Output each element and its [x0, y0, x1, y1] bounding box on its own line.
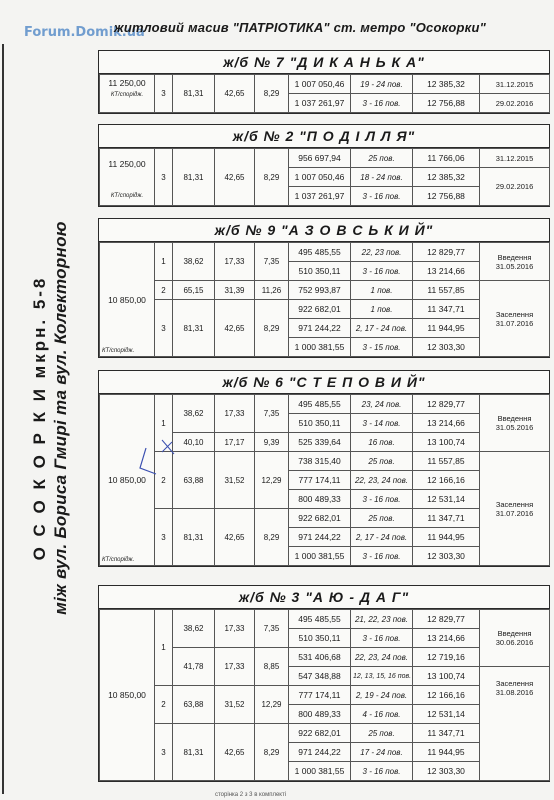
- sqm-price-cell: 12 303,30: [413, 547, 480, 566]
- price-cell: 1 000 381,55: [289, 338, 351, 357]
- living-area-cell: 17,33: [215, 648, 255, 686]
- kitchen-area-cell: 7,35: [255, 610, 289, 648]
- living-area-cell: 17,33: [215, 395, 255, 433]
- price-table: [99, 609, 550, 781]
- price-cell: 922 682,01: [289, 300, 351, 319]
- sqm-price-cell: 11 944,95: [413, 319, 480, 338]
- sqm-price-cell: 12 166,16: [413, 471, 480, 490]
- price-table: [99, 148, 550, 206]
- price-cell: 752 993,87: [289, 281, 351, 300]
- base-price-cell: [100, 75, 155, 113]
- kitchen-area-cell: 8,29: [255, 75, 289, 113]
- block-title: ж/б № 7 "Д И К А Н Ь К А": [99, 51, 549, 74]
- kitchen-area-cell: 12,29: [255, 452, 289, 509]
- total-area-cell: 63,88: [173, 686, 215, 724]
- status-label: Заселення: [495, 309, 534, 319]
- page-title: житловий масив "ПАТРІОТИКА" ст. метро "Осокорки": [114, 20, 486, 35]
- kitchen-area-cell: 8,85: [255, 648, 289, 686]
- living-area-cell: 42,65: [215, 724, 255, 781]
- price-cell: 495 485,55: [289, 610, 351, 629]
- living-area-cell: 42,65: [215, 509, 255, 566]
- floors-cell: 25 пов.: [351, 452, 413, 471]
- rooms-cell: 2: [155, 281, 173, 300]
- date-cell: 29.02.2016: [480, 168, 550, 206]
- date-cell: 31.12.2015: [480, 75, 550, 94]
- total-area-cell: 38,62: [173, 243, 215, 281]
- rooms-cell: 2: [155, 452, 173, 509]
- price-cell: 1 000 381,55: [289, 762, 351, 781]
- base-price: 11 250,00: [108, 159, 146, 169]
- price-cell: 495 485,55: [289, 395, 351, 414]
- rooms-cell: 3: [155, 300, 173, 357]
- living-area-cell: 31,39: [215, 281, 255, 300]
- base-price: 10 850,00: [108, 475, 146, 485]
- kitchen-area-cell: 11,26: [255, 281, 289, 300]
- block-title: ж/б № 2 "П О Д І Л Л Я": [99, 125, 549, 148]
- base-price: 11 250,00: [108, 78, 146, 88]
- table-row: [100, 281, 550, 300]
- sqm-price-cell: 11 347,71: [413, 724, 480, 743]
- base-price-cell: 10 850,00: [100, 610, 155, 781]
- floors-cell: 2, 19 - 24 пов.: [351, 686, 413, 705]
- price-cell: 510 350,11: [289, 414, 351, 433]
- kitchen-area-cell: 8,29: [255, 509, 289, 566]
- floors-cell: 23, 24 пов.: [351, 395, 413, 414]
- building-block-aiu-dah: [98, 585, 550, 782]
- sqm-price-cell: 11 557,85: [413, 452, 480, 471]
- status-label: Заселення: [495, 679, 534, 688]
- floors-cell: 22, 23, 24 пов.: [351, 471, 413, 490]
- price-table: [99, 242, 550, 357]
- floors-cell: 25 пов.: [351, 509, 413, 528]
- price-cell: 800 489,33: [289, 705, 351, 724]
- sqm-price-cell: 13 214,66: [413, 414, 480, 433]
- total-area-cell: 38,62: [173, 395, 215, 433]
- price-cell: 510 350,11: [289, 262, 351, 281]
- status-cell: [480, 243, 550, 281]
- floors-cell: 12, 13, 15, 16 пов.: [351, 667, 413, 686]
- price-cell: 971 244,22: [289, 743, 351, 762]
- floors-cell: 3 - 16 пов.: [351, 187, 413, 206]
- building-block-dykanka: [98, 50, 550, 114]
- total-area-cell: 81,31: [173, 75, 215, 113]
- rooms-cell: 3: [155, 509, 173, 566]
- status-label: Введення: [497, 252, 532, 262]
- living-area-cell: 42,65: [215, 300, 255, 357]
- kitchen-area-cell: 7,35: [255, 243, 289, 281]
- floors-cell: 3 - 16 пов.: [351, 762, 413, 781]
- rooms-cell: 3: [155, 724, 173, 781]
- sqm-price-cell: 11 347,71: [413, 509, 480, 528]
- kt-label: КТ/спорідж.: [110, 193, 144, 199]
- price-cell: 1 007 050,46: [289, 75, 351, 94]
- building-block-azovskyi: [98, 218, 550, 358]
- floors-cell: 18 - 24 пов.: [351, 168, 413, 187]
- kitchen-area-cell: 7,35: [255, 395, 289, 433]
- floors-cell: 22, 23 пов.: [351, 243, 413, 262]
- status-cell: [480, 667, 550, 781]
- price-cell: 800 489,33: [289, 490, 351, 509]
- date-cell: 31.12.2015: [480, 149, 550, 168]
- status-label: Введення: [497, 629, 532, 638]
- living-area-cell: 31,52: [215, 686, 255, 724]
- floors-cell: 25 пов.: [351, 724, 413, 743]
- sqm-price-cell: 12 385,32: [413, 75, 480, 94]
- price-cell: 495 485,55: [289, 243, 351, 262]
- total-area-cell: 41,78: [173, 648, 215, 686]
- price-cell: 956 697,94: [289, 149, 351, 168]
- kitchen-area-cell: 8,29: [255, 149, 289, 206]
- side-caption-line2: між вул. Бориса Гмирі та вул. Колекторною: [51, 221, 70, 615]
- status-date: 31.08.2016: [495, 688, 534, 697]
- kitchen-area-cell: 8,29: [255, 300, 289, 357]
- status-date: 31.07.2016: [495, 318, 534, 328]
- block-title: ж/б № 3 "А Ю - Д А Г": [99, 586, 549, 609]
- status-cell: [480, 281, 550, 357]
- rooms-cell: 3: [155, 149, 173, 206]
- floors-cell: 3 - 16 пов.: [351, 262, 413, 281]
- sqm-price-cell: 11 347,71: [413, 300, 480, 319]
- floors-cell: 16 пов.: [351, 433, 413, 452]
- kt-label: КТ/спорідж.: [102, 557, 135, 563]
- base-price-cell: [100, 243, 155, 357]
- floors-cell: 25 пов.: [351, 149, 413, 168]
- sqm-price-cell: 11 557,85: [413, 281, 480, 300]
- floors-cell: 2, 17 - 24 пов.: [351, 319, 413, 338]
- rooms-cell: 1: [155, 395, 173, 452]
- sqm-price-cell: 11 766,06: [413, 149, 480, 168]
- base-price-cell: [100, 395, 155, 566]
- sqm-price-cell: 13 214,66: [413, 629, 480, 648]
- total-area-cell: 63,88: [173, 452, 215, 509]
- total-area-cell: 65,15: [173, 281, 215, 300]
- floors-cell: 19 - 24 пов.: [351, 75, 413, 94]
- rooms-cell: 3: [155, 75, 173, 113]
- side-caption-line1: О С О К О Р К И мкрн. 5-8: [30, 275, 49, 561]
- living-area-cell: 42,65: [215, 149, 255, 206]
- status-cell: [480, 452, 550, 566]
- price-cell: 1 037 261,97: [289, 94, 351, 113]
- rooms-cell: 1: [155, 243, 173, 281]
- base-price-cell: [100, 149, 155, 206]
- sqm-price-cell: 12 303,30: [413, 338, 480, 357]
- status-cell: [480, 395, 550, 452]
- floors-cell: 1 пов.: [351, 300, 413, 319]
- status-date: 31.05.2016: [495, 261, 534, 271]
- sqm-price-cell: 12 829,77: [413, 243, 480, 262]
- price-cell: 1 007 050,46: [289, 168, 351, 187]
- sqm-price-cell: 12 719,16: [413, 648, 480, 667]
- floors-cell: 3 - 16 пов.: [351, 547, 413, 566]
- sqm-price-cell: 12 829,77: [413, 610, 480, 629]
- total-area-cell: 40,10: [173, 433, 215, 452]
- kt-label: КТ/спорідж.: [110, 92, 144, 98]
- footer-note: сторінка 2 з 3 в комплекті: [215, 792, 287, 798]
- kitchen-area-cell: 9,39: [255, 433, 289, 452]
- sqm-price-cell: 11 944,95: [413, 528, 480, 547]
- living-area-cell: 17,33: [215, 243, 255, 281]
- block-title: ж/б № 9 "А З О В С Ь К И Й": [99, 219, 549, 242]
- date-cell: 29.02.2016: [480, 94, 550, 113]
- sqm-price-cell: 12 756,88: [413, 187, 480, 206]
- price-cell: 525 339,64: [289, 433, 351, 452]
- floors-cell: 3 - 15 пов.: [351, 338, 413, 357]
- total-area-cell: 81,31: [173, 149, 215, 206]
- sqm-price-cell: 12 829,77: [413, 395, 480, 414]
- building-block-podillia: [98, 124, 550, 207]
- status-date: 31.05.2016: [495, 423, 534, 432]
- kitchen-area-cell: 8,29: [255, 724, 289, 781]
- status-cell: [480, 610, 550, 667]
- floors-cell: 4 - 16 пов.: [351, 705, 413, 724]
- price-cell: 971 244,22: [289, 319, 351, 338]
- floors-cell: 3 - 16 пов.: [351, 94, 413, 113]
- table-row: [100, 149, 550, 168]
- price-cell: 738 315,40: [289, 452, 351, 471]
- price-cell: 922 682,01: [289, 724, 351, 743]
- kitchen-area-cell: 12,29: [255, 686, 289, 724]
- price-cell: 971 244,22: [289, 528, 351, 547]
- sqm-price-cell: 11 944,95: [413, 743, 480, 762]
- price-table: [99, 394, 550, 566]
- living-area-cell: 42,65: [215, 75, 255, 113]
- floors-cell: 21, 22, 23 пов.: [351, 610, 413, 629]
- status-label: Заселення: [495, 499, 534, 509]
- sqm-price-cell: 12 166,16: [413, 686, 480, 705]
- price-cell: 510 350,11: [289, 629, 351, 648]
- price-cell: 1 000 381,55: [289, 547, 351, 566]
- table-row: [100, 610, 550, 629]
- floors-cell: 22, 23, 24 пов.: [351, 648, 413, 667]
- living-area-cell: 31,52: [215, 452, 255, 509]
- floors-cell: 2, 17 - 24 пов.: [351, 528, 413, 547]
- side-caption: [29, 68, 71, 768]
- price-cell: 922 682,01: [289, 509, 351, 528]
- status-date: 30.06.2016: [495, 638, 534, 647]
- table-row: [100, 75, 550, 94]
- sqm-price-cell: 12 303,30: [413, 762, 480, 781]
- sqm-price-cell: 12 756,88: [413, 94, 480, 113]
- sqm-price-cell: 12 531,14: [413, 705, 480, 724]
- rooms-cell: 1: [155, 610, 173, 686]
- price-cell: 547 348,88: [289, 667, 351, 686]
- rooms-cell: 2: [155, 686, 173, 724]
- floors-cell: 3 - 14 пов.: [351, 414, 413, 433]
- watermark: Forum.Domik.ua: [24, 25, 145, 40]
- total-area-cell: 81,31: [173, 724, 215, 781]
- sqm-price-cell: 13 100,74: [413, 667, 480, 686]
- total-area-cell: 81,31: [173, 509, 215, 566]
- sqm-price-cell: 12 385,32: [413, 168, 480, 187]
- status-date: 31.07.2016: [495, 508, 534, 518]
- base-price: 10 850,00: [108, 294, 146, 305]
- block-title: ж/б № 6 "С Т Е П О В И Й": [99, 371, 549, 394]
- floors-cell: 3 - 16 пов.: [351, 629, 413, 648]
- price-cell: 777 174,11: [289, 686, 351, 705]
- floors-cell: 17 - 24 пов.: [351, 743, 413, 762]
- total-area-cell: 38,62: [173, 610, 215, 648]
- total-area-cell: 81,31: [173, 300, 215, 357]
- living-area-cell: 17,17: [215, 433, 255, 452]
- kt-label: КТ/спорідж.: [102, 348, 135, 354]
- floors-cell: 1 пов.: [351, 281, 413, 300]
- price-cell: 777 174,11: [289, 471, 351, 490]
- price-table: [99, 74, 550, 113]
- sqm-price-cell: 12 531,14: [413, 490, 480, 509]
- price-cell: 1 037 261,97: [289, 187, 351, 206]
- status-label: Введення: [497, 414, 532, 423]
- living-area-cell: 17,33: [215, 610, 255, 648]
- sqm-price-cell: 13 214,66: [413, 262, 480, 281]
- price-cell: 531 406,68: [289, 648, 351, 667]
- sqm-price-cell: 13 100,74: [413, 433, 480, 452]
- table-row: [100, 243, 550, 262]
- table-row: [100, 395, 550, 414]
- handwritten-mark: [132, 436, 182, 476]
- floors-cell: 3 - 16 пов.: [351, 490, 413, 509]
